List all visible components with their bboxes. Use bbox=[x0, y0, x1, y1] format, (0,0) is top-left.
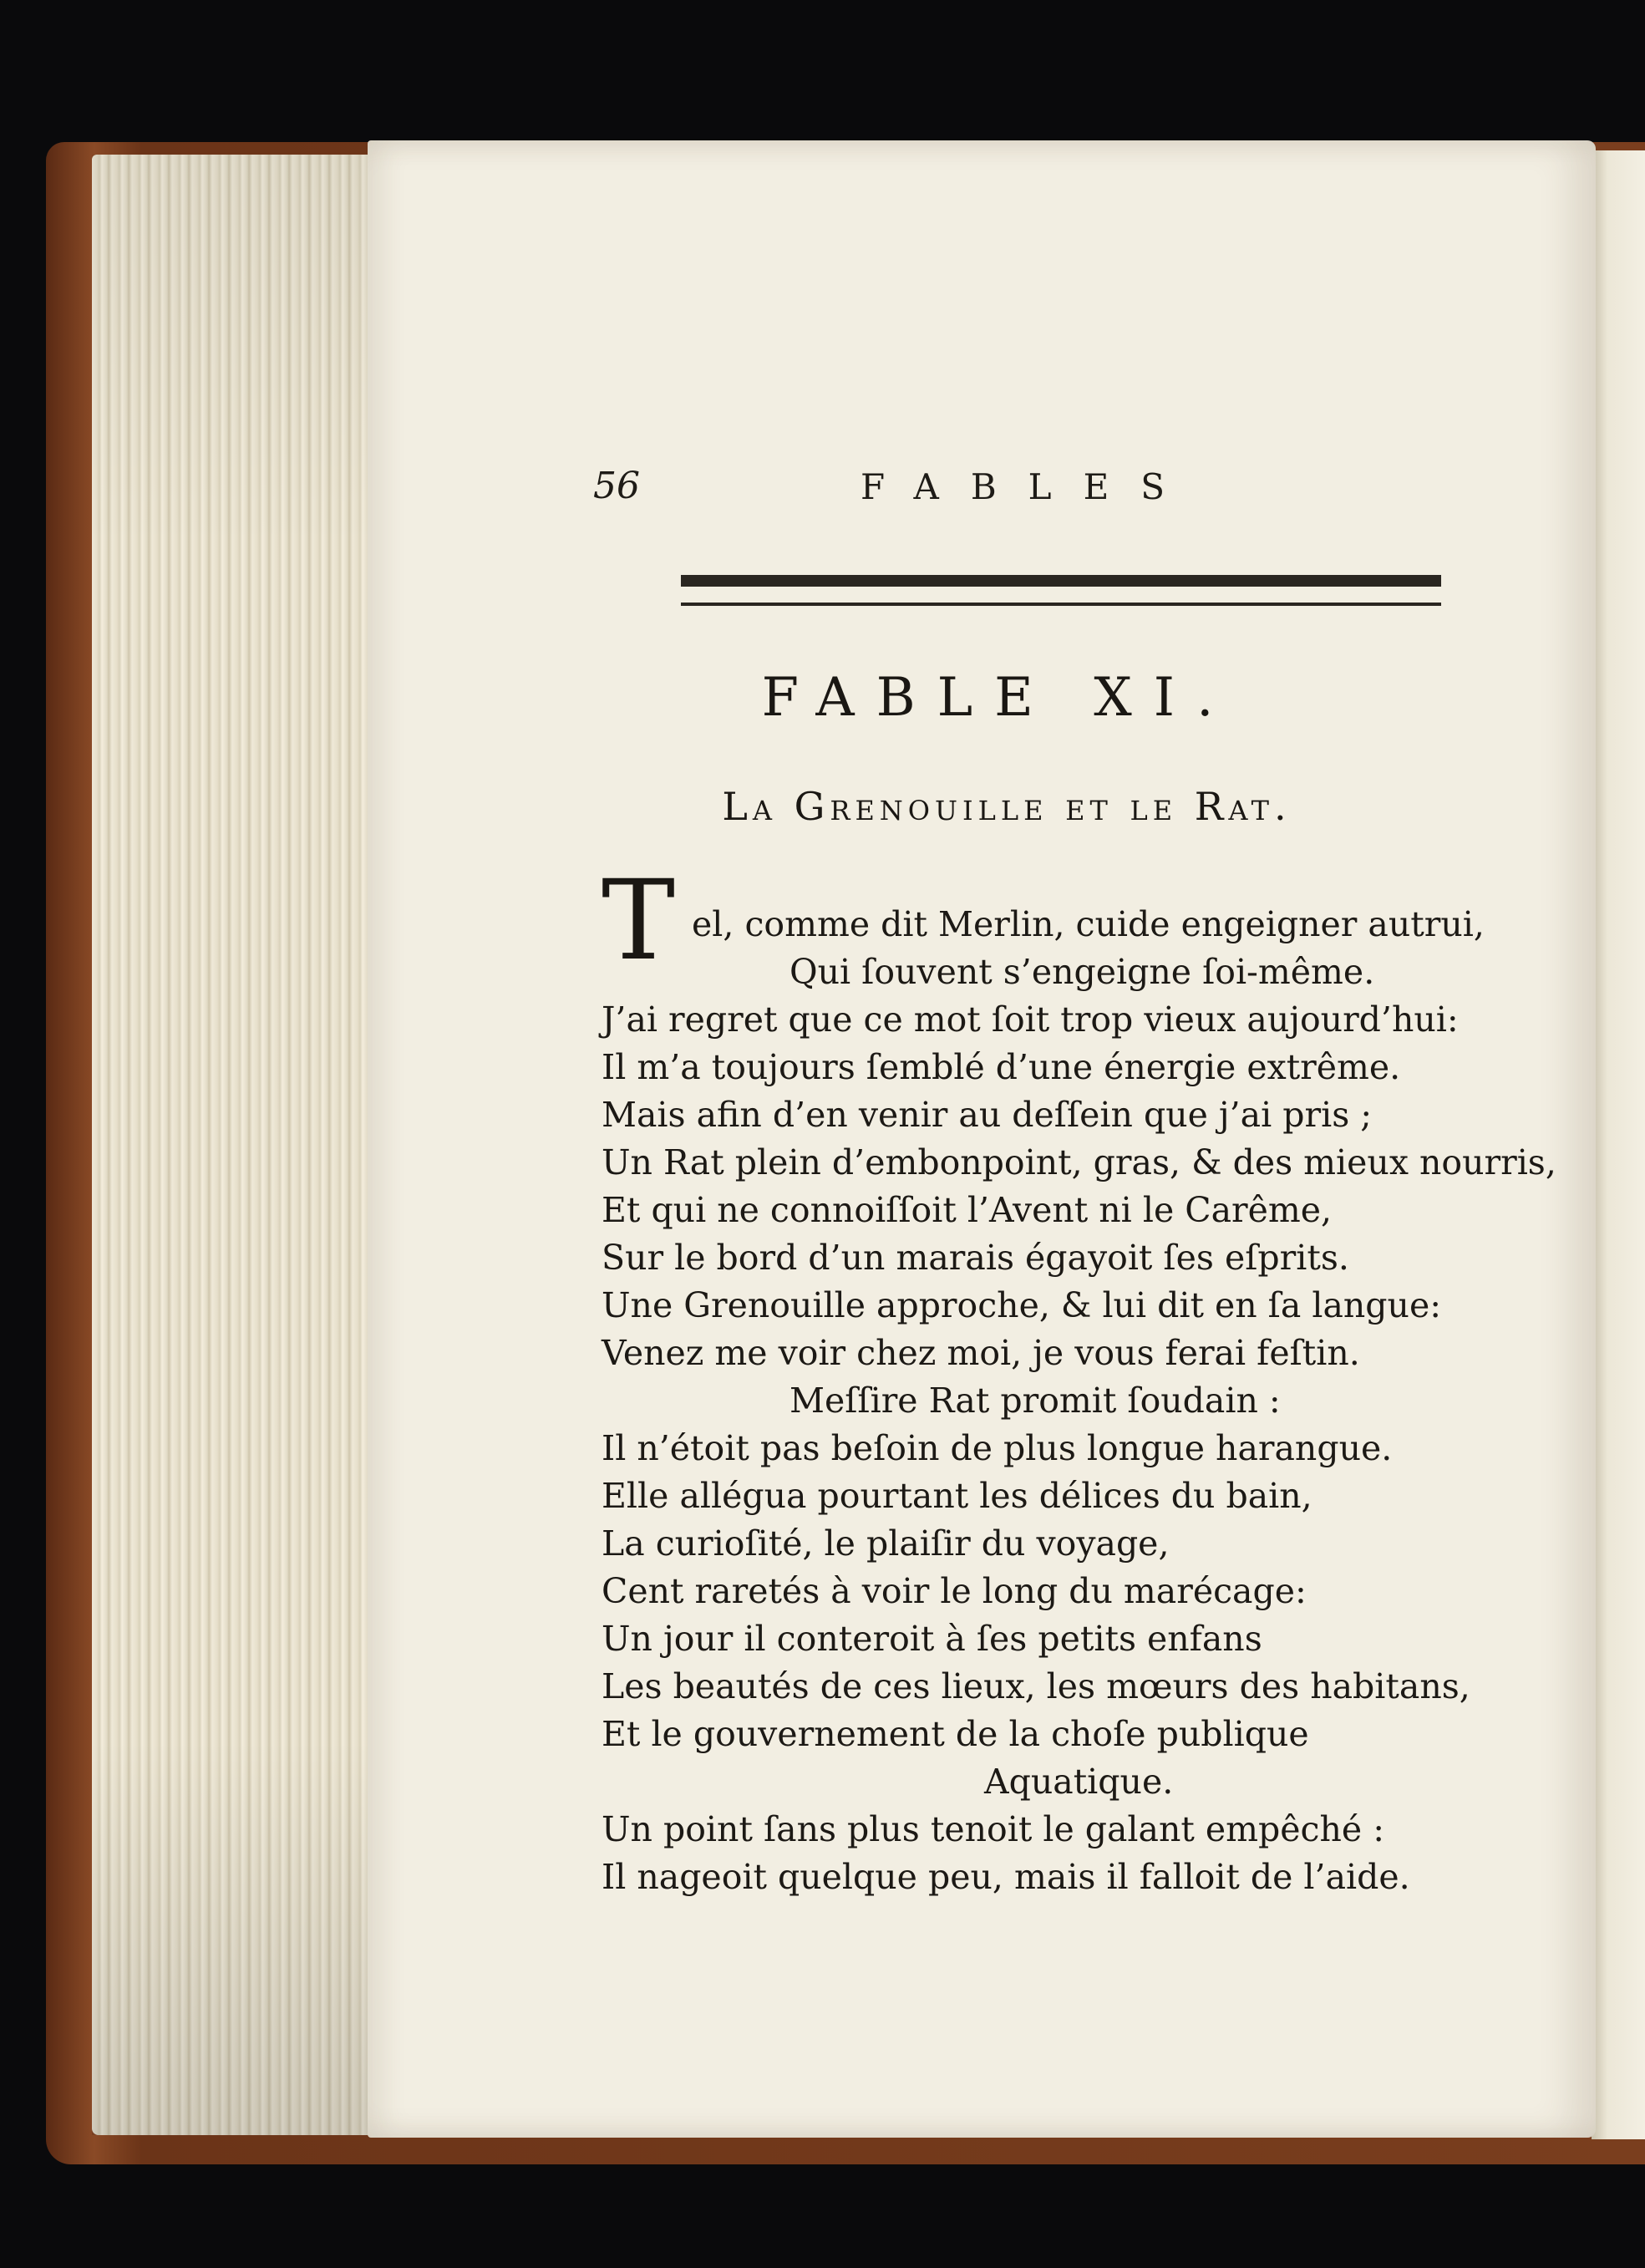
poem-line: Qui ſouvent s’engeigne ſoi-même. bbox=[789, 952, 1375, 992]
poem-line: Et qui ne connoiſſoit l’Avent ni le Carême, bbox=[602, 1190, 1333, 1230]
drop-cap: T bbox=[602, 857, 676, 985]
poem-line: Une Grenouille approche, & lui dit en ſa langue: bbox=[602, 1285, 1442, 1325]
ornamental-rule-thick bbox=[681, 575, 1441, 587]
poem-line: Mais afin d’en venir au deſſein que j’ai pris ; bbox=[602, 1095, 1373, 1135]
fable-subtitle: La Grenouille et le Rat. bbox=[722, 784, 1292, 829]
poem-line: Venez me voir chez moi, je vous ferai feſtin. bbox=[602, 1333, 1360, 1373]
book-page bbox=[368, 140, 1596, 2138]
poem-line: Il m’a toujours ſemblé d’une énergie extrême. bbox=[602, 1047, 1401, 1087]
facing-page-edge bbox=[1592, 150, 1645, 2139]
poem-line: La curioſité, le plaiſir du voyage, bbox=[602, 1523, 1170, 1564]
fable-title: FABLE XI. bbox=[761, 667, 1236, 729]
running-title: FABLES bbox=[861, 466, 1197, 507]
poem-line: Meſſire Rat promit ſoudain : bbox=[789, 1381, 1281, 1421]
running-head bbox=[368, 465, 1596, 515]
poem-line: Et le gouvernement de la choſe publique bbox=[602, 1714, 1309, 1754]
poem-line: Un point ſans plus tenoit le galant empêché : bbox=[602, 1809, 1385, 1849]
poem-line: Un jour il conteroit à ſes petits enfans bbox=[602, 1619, 1262, 1659]
poem-line: Aquatique. bbox=[984, 1762, 1174, 1802]
poem-line: Sur le bord d’un marais égayoit ſes eſprits. bbox=[602, 1238, 1349, 1278]
poem-line: el, comme dit Merlin, cuide engeigner autrui, bbox=[692, 904, 1485, 944]
poem-line: Il n’étoit pas beſoin de plus longue harangue. bbox=[602, 1428, 1393, 1468]
page-number: 56 bbox=[593, 465, 640, 507]
poem-line: Cent raretés à voir le long du marécage: bbox=[602, 1571, 1307, 1611]
poem-line: J’ai regret que ce mot ſoit trop vieux aujourd’hui: bbox=[602, 999, 1459, 1040]
ornamental-rule-thin bbox=[681, 603, 1441, 606]
poem-line: Il nageoit quelque peu, mais il falloit de l’aide. bbox=[602, 1857, 1410, 1897]
poem-line: Les beautés de ces lieux, les mœurs des habitans, bbox=[602, 1666, 1470, 1706]
poem-body bbox=[602, 857, 1562, 1901]
poem-line: Elle allégua pourtant les délices du bain, bbox=[602, 1476, 1312, 1516]
page-edges bbox=[92, 155, 393, 2135]
poem-line: Un Rat plein d’embonpoint, gras, & des mieux nourris, bbox=[602, 1142, 1556, 1182]
